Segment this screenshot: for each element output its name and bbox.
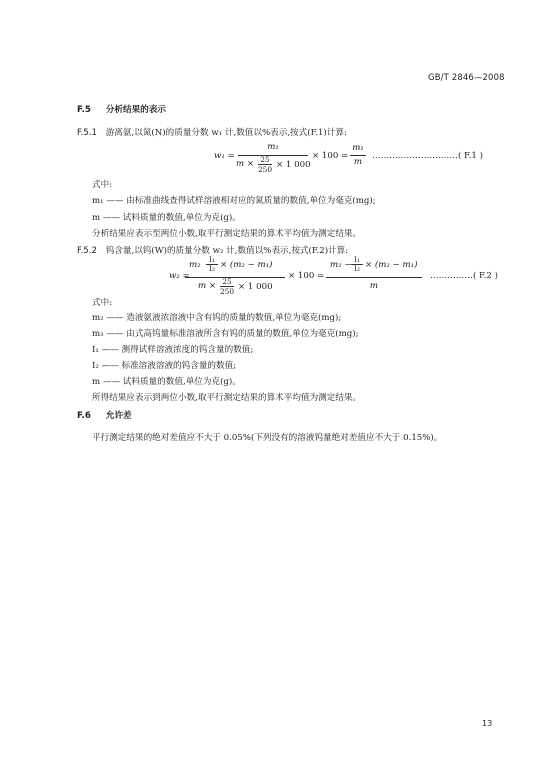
section-heading-f5 (77, 103, 166, 115)
fraction-denominator-b: × 1 000 (276, 160, 311, 170)
times-hundred: × 100 = (312, 151, 349, 161)
variable-definition: m —— 试料质量的数值,单位为克(g)。 (92, 213, 241, 223)
sub-fraction-numerator: 25 (260, 155, 270, 164)
page-number: 13 (482, 719, 493, 728)
ratio-numerator: I₁ (209, 255, 215, 264)
fraction-numerator-b: × (m₂ − m₁) (220, 260, 273, 270)
fraction-bar (185, 277, 285, 278)
clause-text: 钨含量,以钨(W)的质量分数 w₂ 计,数值以%表示,按式(F.2)计算: (105, 246, 349, 256)
fraction2-denominator: m (369, 281, 379, 291)
ratio-denominator: I₂ (209, 264, 215, 273)
fraction2-numerator: m₁ (352, 143, 364, 153)
clause-text: 游离氨,以氮(N)的质量分数 w₁ 计,数值以%表示,按式(F.1)计算: (105, 128, 347, 138)
where-label: 式中: (92, 298, 113, 308)
times-hundred: × 100 = (288, 271, 325, 281)
variable-definition: m₂ —— 造液氨液浓溶液中含有钨的质量的数值,单位为毫克(mg); (92, 313, 342, 323)
ratio-numerator: I₁ (354, 255, 360, 264)
variable-definition: I₁ —— 测得试样溶液浓度的钨含量的数值; (92, 345, 254, 355)
result-statement: 分析结果应表示至两位小数,取平行测定结果的算术平均值为测定结果。 (92, 229, 362, 239)
variable-definition: I₂ —— 标准溶液溶液的钨含量的数值; (92, 361, 237, 371)
tolerance-statement: 平行测定结果的绝对差值应不大于 0.05%(下列没有的溶液钨量绝对差值应不大于 0.15%)。 (92, 433, 443, 443)
fraction2-denominator: m (353, 157, 363, 167)
variable-definition: m₁ —— 由标准曲线查得试样溶液相对应的氮质量的数值,单位为毫克(mg); (92, 196, 376, 206)
formula-lhs: w₂ = (169, 271, 190, 281)
fraction-bar (238, 155, 308, 156)
section-number: F.5 (77, 105, 91, 115)
result-statement: 所得结果应表示到两位小数,取平行测定结果的算术平均值为测定结果。 (92, 393, 362, 403)
formula-lhs: w₁ = (214, 151, 235, 161)
fraction-denominator-a: m × (236, 159, 255, 169)
sub-fraction-denominator: 250 (257, 165, 273, 174)
fraction2-numerator-a: m₂ − (330, 260, 352, 270)
fraction-denominator-b: × 1 000 (238, 282, 273, 292)
standard-code: GB/T 2846—2008 (428, 72, 505, 82)
equation-reference: …………………………( F.1 ) (372, 151, 483, 161)
clause-number: F.5.1 (77, 128, 97, 138)
ratio-denominator: I₂ (354, 264, 360, 273)
section-heading-f6 (77, 409, 132, 421)
equation-reference: ……………( F.2 ) (430, 271, 498, 281)
fraction2-bar (350, 155, 366, 156)
clause-f51 (77, 126, 347, 138)
fraction-numerator: m₁ (267, 142, 279, 152)
variable-definition: m —— 试料质量的数值,单位为克(g)。 (92, 377, 241, 387)
section-number: F.6 (77, 411, 91, 421)
fraction-denominator-a: m × (198, 281, 217, 291)
variable-definition: m₃ —— 由式高钨量标准溶液所含有钨的质量的数值,单位为毫克(mg); (92, 329, 359, 339)
fraction2-bar (326, 277, 422, 278)
where-label: 式中: (92, 180, 113, 190)
fraction2-numerator-b: × (m₂ − m₁) (365, 260, 418, 270)
clause-number: F.5.2 (77, 246, 97, 256)
section-title: 允许差 (105, 411, 132, 421)
fraction-numerator-a: m₂ (189, 260, 201, 270)
sub-fraction-denominator: 250 (219, 287, 235, 296)
section-title: 分析结果的表示 (105, 105, 167, 115)
sub-fraction-numerator: 25 (222, 277, 232, 286)
